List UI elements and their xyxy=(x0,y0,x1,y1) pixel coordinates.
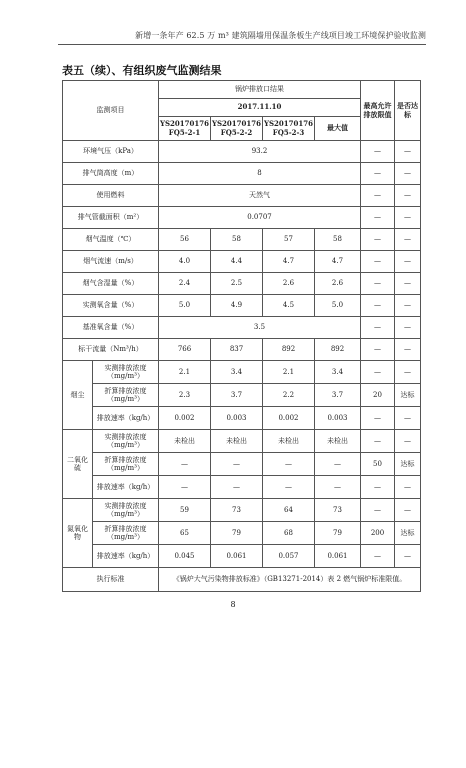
data-cell: 57 xyxy=(263,229,315,251)
limit-cell: — xyxy=(361,499,395,522)
limit-cell: — xyxy=(361,229,395,251)
limit-cell: 200 xyxy=(361,522,395,545)
compliance-cell: — xyxy=(395,545,421,568)
data-cell: 5.0 xyxy=(315,295,361,317)
data-cell: — xyxy=(315,476,361,499)
standard-value: 《锅炉大气污染物排放标准》（GB13271-2014）表 2 燃气锅炉标准限值。 xyxy=(159,568,421,592)
row-label: 烟气含湿量（%） xyxy=(63,273,159,295)
data-cell: 892 xyxy=(315,339,361,361)
data-cell: 64 xyxy=(263,499,315,522)
row-label: 排放速率（kg/h） xyxy=(93,545,159,568)
data-cell: 0.061 xyxy=(211,545,263,568)
compliance-cell: — xyxy=(395,295,421,317)
standard-label: 执行标准 xyxy=(63,568,159,592)
data-cell: 79 xyxy=(315,522,361,545)
data-cell: 59 xyxy=(159,499,211,522)
compliance-cell: 达标 xyxy=(395,522,421,545)
data-cell: 0.057 xyxy=(263,545,315,568)
data-cell: 837 xyxy=(211,339,263,361)
header-item: 监测项目 xyxy=(63,81,159,141)
emission-results-table xyxy=(62,80,421,592)
data-cell: 4.7 xyxy=(263,251,315,273)
limit-cell: — xyxy=(361,317,395,339)
limit-cell: — xyxy=(361,185,395,207)
page-number: 8 xyxy=(230,600,236,609)
data-cell: 0.045 xyxy=(159,545,211,568)
row-value: 天然气 xyxy=(159,185,361,207)
compliance-cell: 达标 xyxy=(395,453,421,476)
limit-cell: 50 xyxy=(361,453,395,476)
data-cell: 73 xyxy=(211,499,263,522)
row-label: 实测氧含量（%） xyxy=(63,295,159,317)
data-cell: 2.3 xyxy=(159,384,211,407)
row-label: 排气管截面积（m²） xyxy=(63,207,159,229)
header-outlet: 锅炉排放口结果 xyxy=(159,81,361,99)
compliance-cell: — xyxy=(395,407,421,430)
data-cell: — xyxy=(159,453,211,476)
row-label: 标干流量（Nm³/h） xyxy=(63,339,159,361)
data-cell: — xyxy=(159,476,211,499)
data-cell: 未检出 xyxy=(159,430,211,453)
row-label: 排气筒高度（m） xyxy=(63,163,159,185)
row-label: 排放速率（kg/h） xyxy=(93,476,159,499)
data-cell: 0.002 xyxy=(159,407,211,430)
page-header: 新增一条年产 62.5 万 m³ 建筑隔墙用保温条板生产线项目竣工环境保护验收监测 xyxy=(135,31,426,40)
data-cell: 2.1 xyxy=(263,361,315,384)
data-cell: 0.002 xyxy=(263,407,315,430)
limit-cell: 20 xyxy=(361,384,395,407)
data-cell: 79 xyxy=(211,522,263,545)
limit-cell: — xyxy=(361,339,395,361)
row-value: 0.0707 xyxy=(159,207,361,229)
data-cell: 56 xyxy=(159,229,211,251)
data-cell: 766 xyxy=(159,339,211,361)
header-rule xyxy=(58,44,426,45)
data-cell: 3.7 xyxy=(315,384,361,407)
data-cell: 2.6 xyxy=(315,273,361,295)
compliance-cell: — xyxy=(395,317,421,339)
data-cell: 5.0 xyxy=(159,295,211,317)
header-limit: 最高允许排放限值 xyxy=(361,81,395,141)
row-label: 折算排放浓度（mg/m³） xyxy=(93,384,159,407)
data-cell: — xyxy=(263,476,315,499)
row-value: 93.2 xyxy=(159,141,361,163)
data-cell: 2.2 xyxy=(263,384,315,407)
data-cell: 3.4 xyxy=(315,361,361,384)
data-cell: 未检出 xyxy=(263,430,315,453)
header-sample-2: YS20170176 FQ5-2-2 xyxy=(211,117,263,141)
data-cell: 0.003 xyxy=(211,407,263,430)
limit-cell: — xyxy=(361,407,395,430)
limit-cell: — xyxy=(361,295,395,317)
data-cell: 65 xyxy=(159,522,211,545)
header-max: 最大值 xyxy=(315,117,361,141)
row-value: 3.5 xyxy=(159,317,361,339)
limit-cell: — xyxy=(361,141,395,163)
data-cell: 892 xyxy=(263,339,315,361)
row-label: 使用燃料 xyxy=(63,185,159,207)
row-value: 8 xyxy=(159,163,361,185)
data-cell: — xyxy=(315,453,361,476)
limit-cell: — xyxy=(361,476,395,499)
data-cell: 68 xyxy=(263,522,315,545)
row-label: 折算排放浓度（mg/m³） xyxy=(93,453,159,476)
data-cell: 3.4 xyxy=(211,361,263,384)
pollutant-name: 氮氧化物 xyxy=(63,499,93,568)
compliance-cell: — xyxy=(395,430,421,453)
data-cell: 4.4 xyxy=(211,251,263,273)
data-cell: — xyxy=(211,476,263,499)
limit-cell: — xyxy=(361,273,395,295)
compliance-cell: — xyxy=(395,499,421,522)
compliance-cell: — xyxy=(395,141,421,163)
compliance-cell: — xyxy=(395,273,421,295)
compliance-cell: — xyxy=(395,185,421,207)
header-sample-3: YS20170176 FQ5-2-3 xyxy=(263,117,315,141)
data-cell: 2.1 xyxy=(159,361,211,384)
limit-cell: — xyxy=(361,251,395,273)
header-sample-1: YS20170176 FQ5-2-1 xyxy=(159,117,211,141)
row-label: 排放速率（kg/h） xyxy=(93,407,159,430)
data-cell: 0.061 xyxy=(315,545,361,568)
compliance-cell: — xyxy=(395,229,421,251)
data-cell: 2.5 xyxy=(211,273,263,295)
limit-cell: — xyxy=(361,207,395,229)
section-title: 表五（续）、有组织废气监测结果 xyxy=(62,64,222,77)
data-cell: 4.7 xyxy=(315,251,361,273)
data-cell: 4.0 xyxy=(159,251,211,273)
compliance-cell: — xyxy=(395,339,421,361)
limit-cell: — xyxy=(361,545,395,568)
compliance-cell: — xyxy=(395,251,421,273)
row-label: 烟气流速（m/s） xyxy=(63,251,159,273)
data-cell: 58 xyxy=(211,229,263,251)
data-cell: 未检出 xyxy=(211,430,263,453)
row-label: 基准氧含量（%） xyxy=(63,317,159,339)
data-cell: 0.003 xyxy=(315,407,361,430)
compliance-cell: — xyxy=(395,361,421,384)
pollutant-name: 烟尘 xyxy=(63,361,93,430)
pollutant-name: 二氧化硫 xyxy=(63,430,93,499)
header-compliance: 是否达标 xyxy=(395,81,421,141)
data-cell: 73 xyxy=(315,499,361,522)
data-cell: 未检出 xyxy=(315,430,361,453)
header-date: 2017.11.10 xyxy=(159,99,361,117)
row-label: 折算排放浓度（mg/m³） xyxy=(93,522,159,545)
row-label: 实测排放浓度（mg/m³） xyxy=(93,430,159,453)
limit-cell: — xyxy=(361,430,395,453)
row-label: 环境气压（kPa） xyxy=(63,141,159,163)
row-label: 实测排放浓度（mg/m³） xyxy=(93,499,159,522)
compliance-cell: — xyxy=(395,163,421,185)
compliance-cell: — xyxy=(395,476,421,499)
compliance-cell: 达标 xyxy=(395,384,421,407)
row-label: 烟气温度（℃） xyxy=(63,229,159,251)
data-cell: 3.7 xyxy=(211,384,263,407)
limit-cell: — xyxy=(361,361,395,384)
data-cell: — xyxy=(263,453,315,476)
row-label: 实测排放浓度（mg/m³） xyxy=(93,361,159,384)
limit-cell: — xyxy=(361,163,395,185)
data-cell: 2.4 xyxy=(159,273,211,295)
data-cell: 2.6 xyxy=(263,273,315,295)
compliance-cell: — xyxy=(395,207,421,229)
data-cell: 4.9 xyxy=(211,295,263,317)
data-cell: 58 xyxy=(315,229,361,251)
data-cell: 4.5 xyxy=(263,295,315,317)
data-cell: — xyxy=(211,453,263,476)
